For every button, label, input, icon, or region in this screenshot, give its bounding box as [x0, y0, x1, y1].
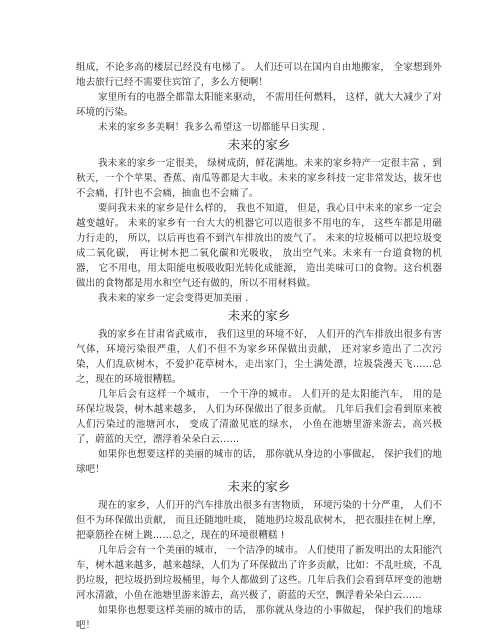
intro-paragraph-2: 家里所有的电器全都靠太阳能来驱动， 不需用任何燃料， 这样，就大大减少了对环境的污染。 [76, 92, 442, 118]
intro-paragraph-3: 未来的家乡多美啊！我多么希望这一切都能早日实现 . [98, 122, 326, 133]
section-3-paragraph-3: 如果你也想要这样美丽的城市的话， 那你就从身边的小事做起， 保护我们的地球吧！ [76, 605, 442, 631]
section-2-paragraph-2: 几年后会有这样一个城市， 一个干净的城市。 人们开的是太阳能汽车， 用的是环保垃圾袋，树木越来越多， 人们为环保做出了很多贡献。 几年后我们会看到原来被人们污染过的池塘河水， 变成了清澈见底的绿水， 小鱼在池塘里游来游去，高兴极了，蔚蓝的天空，漂浮着朵朵白云…… [76, 389, 442, 445]
section-2-paragraph-3: 如果你也想要这样的美丽的城市的话， 那你就从身边的小事做起， 保护我们的地球吧！ [76, 449, 442, 475]
section-2-paragraph-1: 我的家乡在甘肃省武威市， 我们这里的环境不好， 人们开的汽车排放出很多有害气体，环境污染很严重，人们不但不为家乡环保做出贡献， 还对家乡造出了二次污染，人们乱砍树木，不爱护花草树木，走出家门，尘土满处漂，垃圾袋漫天飞……总之，现在的环境很糟糕。 [76, 329, 442, 385]
section-title-3: 未来的家乡 [227, 479, 291, 494]
intro-paragraph-1: 组成，不论多高的楼层已经没有电梯了。 人们还可以在国内自由地搬家， 全家想到外地去旅行已经不需要住宾馆了，多么方便啊！ [76, 62, 442, 88]
section-1-paragraph-2: 要问我未来的家乡是什么样的， 我也不知道， 但是，我心目中未来的家乡一定会越变越好。 未来的家乡有一台大大的机器它可以造很多不用电的车， 这些车都是用磁力行走的， 所以，以后再也看不到汽车排放出的废气了。 未来的垃圾桶可以把垃圾变成二氧化碳， 再让树木把二氧化碳和光吸收， 放出空气来。未来有一台道食物的机器， 它不用电，用太阳能电板吸收阳光转化成能源， 造出美味可口的食物。这台机器做出的食物都是用水和空气还有做的，所以不用材料做。 [76, 203, 442, 289]
section-1-paragraph-1: 我未来的家乡一定很美， 绿树成荫，鲜花满地。未来的家乡特产一定很丰富 ，到秋天，一个个苹果、香蕉、南瓜等都是大丰收。未来的家乡科技一定非常发达，拔牙也不会痛，打针也不会痛，抽血也不会痛了。 [76, 158, 442, 199]
section-3-paragraph-2: 几年后会有一个美丽的城市， 一个洁净的城市。 人们使用了新发明出的太阳能汽车，树木越来越多，越来越绿，人们为了环保做出了许多贡献，比如：不乱吐痰，不乱扔垃圾，把垃圾扔到垃圾桶里，每个人都做到了这些。几年后我们会看到草坪变的池塘河水清澈，小鱼在池塘里游来游去，高兴极了，蔚蓝的天空，飘浮着朵朵白云…… [76, 545, 442, 601]
section-title-2: 未来的家乡 [227, 308, 291, 323]
section-3-paragraph-1: 现在的家乡，人们开的汽车排放出很多有害物质， 环境污染的十分严重， 人们不但不为环保做出贡献， 而且还随地吐痰， 随地扔垃圾乱砍树木， 把衣服挂在树上摩，把豪筋拴在树上跳……总之，现在的环境很糟糕 ! [76, 500, 442, 541]
section-title-1: 未来的家乡 [227, 137, 291, 152]
section-1-paragraph-3: 我未来的家乡一定会变得更加美丽 . [98, 293, 249, 304]
